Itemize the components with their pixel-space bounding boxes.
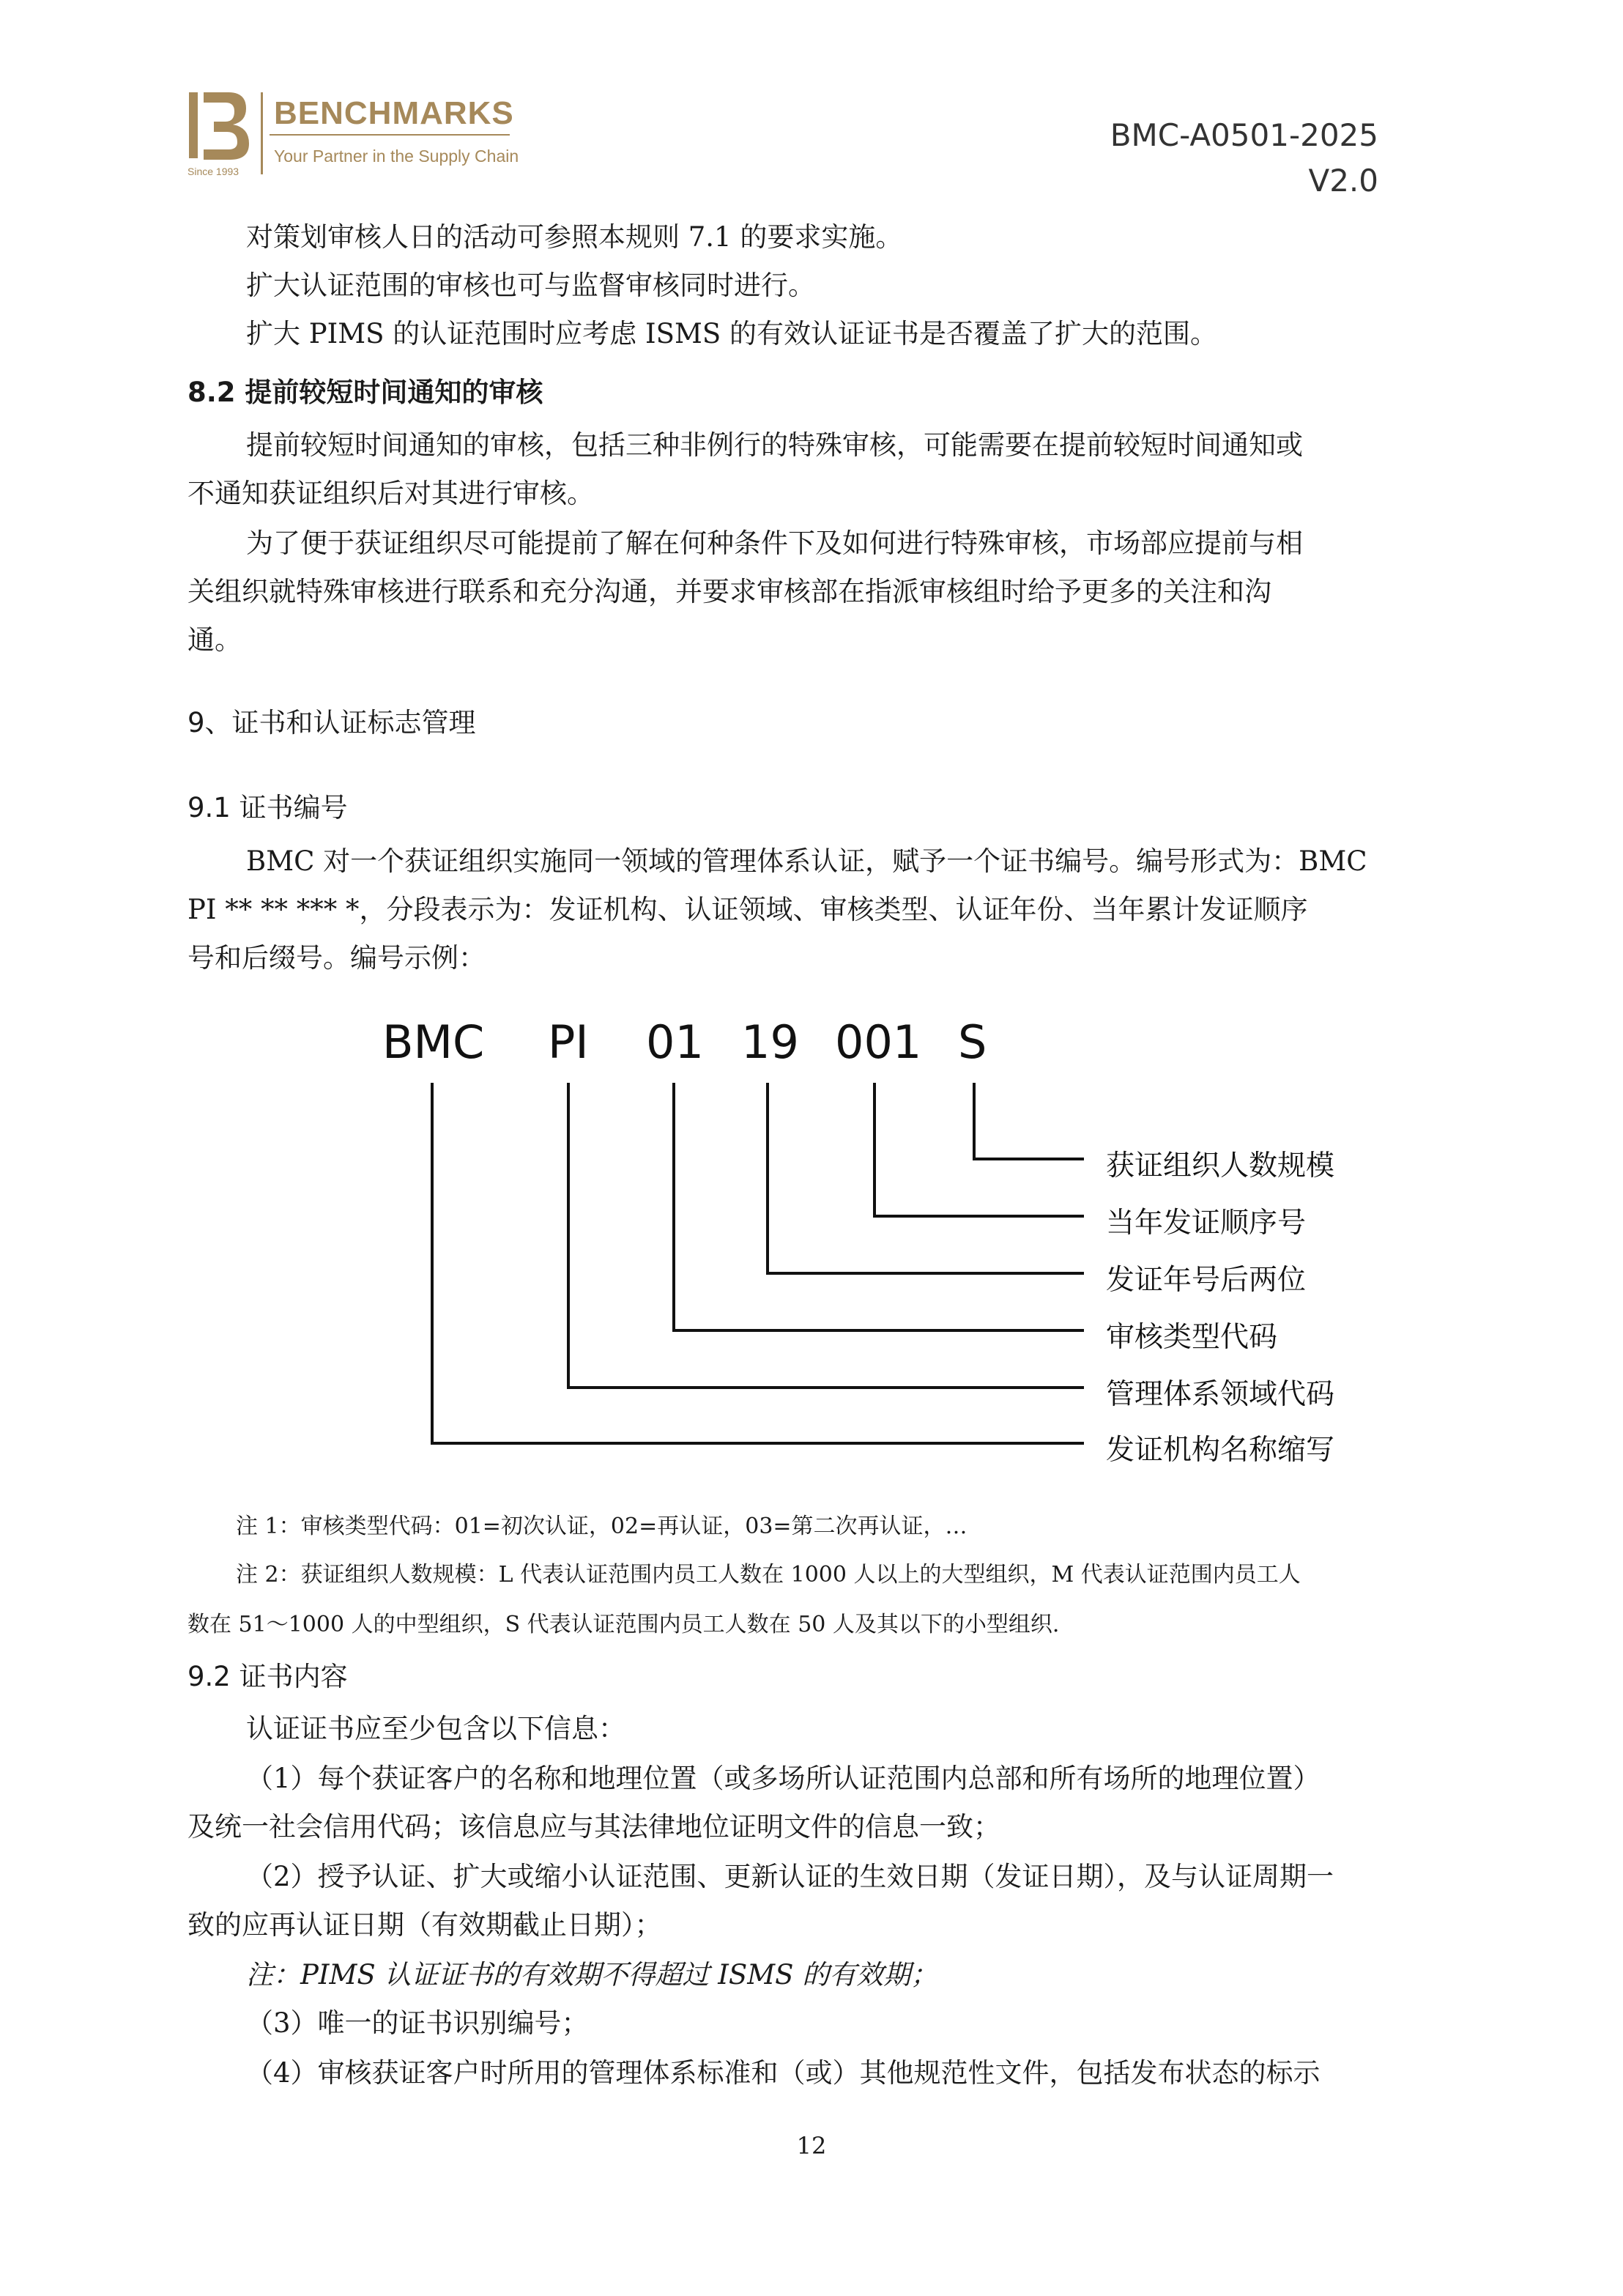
paragraph: 扩大 PIMS 的认证范围时应考虑 ISMS 的有效认证证书是否覆盖了扩大的范围。	[246, 318, 1217, 349]
document-version: V2.0	[1308, 163, 1378, 199]
paragraph: 为了便于获证组织尽可能提前了解在何种条件下及如何进行特殊审核，市场部应提前与相	[246, 527, 1303, 559]
note-2: 注 2：获证组织人数规模：L 代表认证范围内员工人数在 1000 人以上的大型组织，M 代表认证范围内员工人	[236, 1562, 1301, 1588]
connector-issuer	[432, 1083, 1084, 1443]
italic-note: 注：PIMS 认证证书的有效期不得超过 ISMS 的有效期；	[246, 1959, 938, 1991]
list-item-cont: 致的应再认证日期（有效期截止日期）；	[187, 1909, 662, 1941]
connector-audit-type	[674, 1083, 1084, 1330]
code-part-year: 19	[741, 1015, 799, 1069]
paragraph: PI ** ** *** *，分段表示为：发证机构、认证领域、审核类型、认证年份、当年累计发证顺序	[187, 894, 1308, 925]
list-item: （3）唯一的证书识别编号；	[246, 2007, 589, 2039]
label-domain: 管理体系领域代码	[1106, 1378, 1335, 1411]
code-part-domain: PI	[548, 1015, 589, 1069]
label-org-size: 获证组织人数规模	[1106, 1149, 1335, 1182]
note-2-cont: 数在 51～1000 人的中型组织，S 代表认证范围内员工人数在 50 人及其以下的小型组织.	[187, 1612, 1060, 1637]
code-part-size: S	[958, 1015, 987, 1069]
section-heading-9-1: 9.1 证书编号	[187, 792, 348, 823]
paragraph: 认证证书应至少包含以下信息：	[246, 1713, 625, 1744]
connector-year	[768, 1083, 1084, 1273]
label-sequence: 当年发证顺序号	[1106, 1207, 1307, 1240]
label-audit-type: 审核类型代码	[1106, 1321, 1278, 1354]
page-number: 12	[796, 2132, 827, 2160]
code-part-audit-type: 01	[646, 1015, 704, 1069]
connector-size	[974, 1083, 1084, 1159]
code-part-sequence: 001	[835, 1015, 922, 1069]
code-part-issuer: BMC	[382, 1015, 485, 1069]
paragraph: 扩大认证范围的审核也可与监督审核同时进行。	[246, 270, 815, 301]
paragraph: BMC 对一个获证组织实施同一领域的管理体系认证，赋予一个证书编号。编号形式为：BMC	[246, 845, 1367, 877]
paragraph: 对策划审核人日的活动可参照本规则 7.1 的要求实施。	[246, 221, 903, 253]
paragraph: 通。	[187, 624, 242, 656]
list-item: （4）审核获证客户时所用的管理体系标准和（或）其他规范性文件，包括发布状态的标示	[246, 2057, 1321, 2089]
logo-tagline: Your Partner in the Supply Chain	[274, 147, 519, 166]
label-year: 发证年号后两位	[1106, 1264, 1307, 1297]
list-item-cont: 及统一社会信用代码；该信息应与其法律地位证明文件的信息一致；	[187, 1811, 1000, 1843]
section-heading-9: 9、证书和认证标志管理	[187, 707, 476, 738]
logo-since: Since 1993	[187, 166, 239, 177]
document-code: BMC-A0501-2025	[1110, 117, 1378, 153]
connector-domain	[568, 1083, 1084, 1388]
list-item: （1）每个获证客户的名称和地理位置（或多场所认证范围内总部和所有场所的地理位置）	[246, 1763, 1321, 1794]
note-1: 注 1：审核类型代码：01=初次认证，02=再认证，03=第二次再认证，…	[236, 1514, 968, 1539]
paragraph: 号和后缀号。编号示例：	[187, 942, 486, 974]
paragraph: 关组织就特殊审核进行联系和充分沟通，并要求审核部在指派审核组时给予更多的关注和沟	[187, 576, 1271, 607]
logo-name: BENCHMARKS	[274, 95, 514, 131]
section-heading-9-2: 9.2 证书内容	[187, 1661, 348, 1692]
label-issuer: 发证机构名称缩写	[1106, 1434, 1335, 1467]
paragraph: 提前较短时间通知的审核，包括三种非例行的特殊审核，可能需要在提前较短时间通知或	[246, 429, 1303, 461]
paragraph: 不通知获证组织后对其进行审核。	[187, 478, 594, 509]
connector-sequence	[874, 1083, 1084, 1216]
list-item: （2）授予认证、扩大或缩小认证范围、更新认证的生效日期（发证日期），及与认证周期一	[246, 1861, 1334, 1892]
section-heading-8-2: 8.2 提前较短时间通知的审核	[187, 377, 543, 408]
